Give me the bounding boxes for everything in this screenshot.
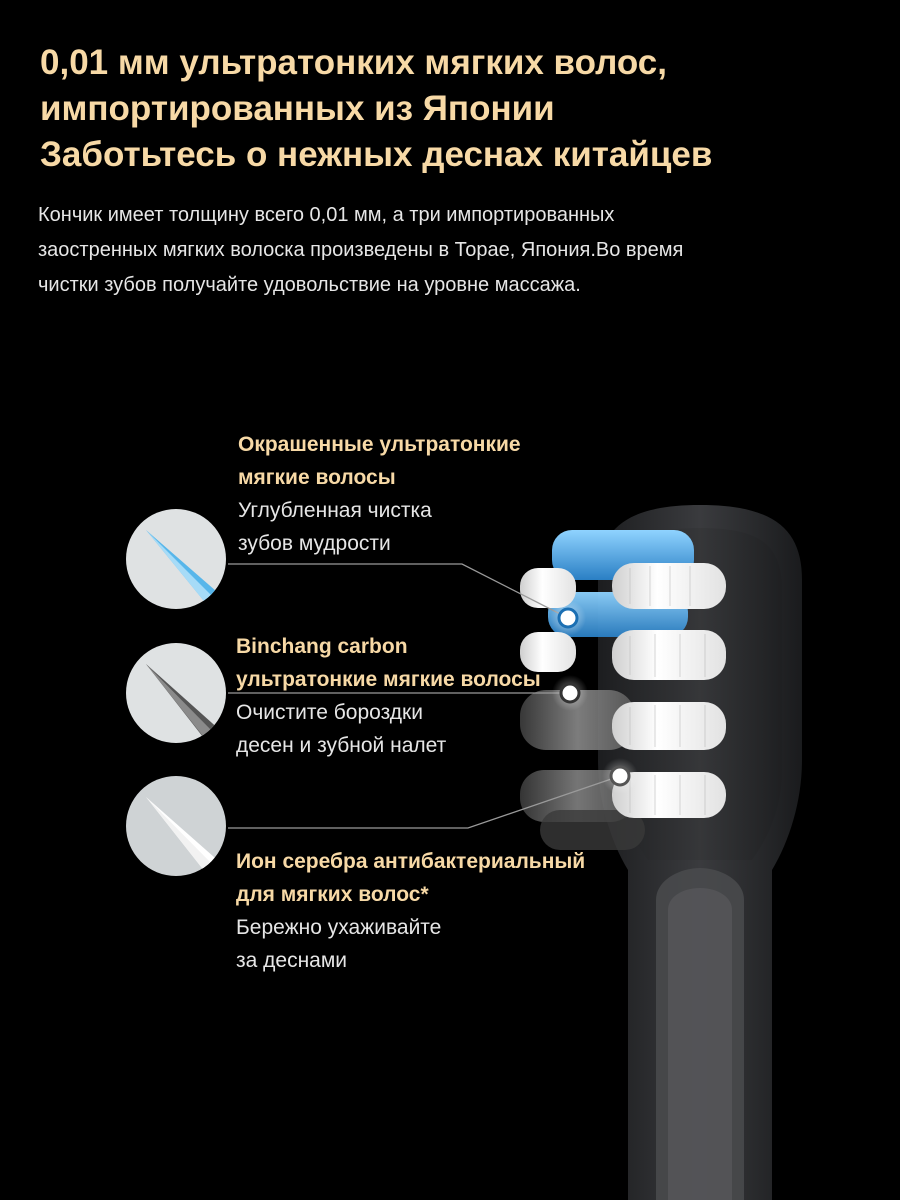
callout-colored-bristles bbox=[238, 428, 521, 560]
callout-silver-ion-bristles bbox=[236, 845, 585, 977]
headline-line-1: 0,01 мм ультратонких мягких волос, bbox=[40, 43, 667, 82]
marker-dot-1 bbox=[550, 600, 586, 636]
callout-2-title-line-2: ультратонкие мягкие волосы bbox=[236, 668, 541, 691]
callout-1-desc-line-2: зубов мудрости bbox=[238, 532, 391, 555]
intro-line-3: чистки зубов получайте удовольствие на уровне массажа. bbox=[38, 274, 581, 296]
callout-3-desc-line-2: за деснами bbox=[236, 949, 348, 972]
callout-charcoal-bristles bbox=[236, 630, 541, 762]
callout-1-title-line-1: Окрашенные ультратонкие bbox=[238, 433, 521, 456]
charcoal-bristle-tip-icon bbox=[126, 643, 240, 764]
callout-3-title-line-2: для мягких волос* bbox=[236, 883, 429, 906]
leader-line-1 bbox=[228, 564, 568, 618]
silver-bristle-tip-icon bbox=[126, 776, 240, 896]
headline-line-3: Заботьтесь о нежных деснах китайцев bbox=[40, 135, 713, 174]
callout-1-title-line-2: мягкие волосы bbox=[238, 466, 396, 489]
intro-line-1: Кончик имеет толщину всего 0,01 мм, а три импортированных bbox=[38, 204, 615, 226]
intro-line-2: заостренных мягких волоска произведены в Торае, Япония.Во время bbox=[38, 239, 684, 261]
marker-dot-2 bbox=[552, 675, 588, 711]
callout-3-desc-line-1: Бережно ухаживайте bbox=[236, 916, 442, 939]
headline-line-2: импортированных из Японии bbox=[40, 89, 555, 128]
callout-3-title-line-1: Ион серебра антибактериальный bbox=[236, 850, 586, 873]
callout-1-desc-line-1: Углубленная чистка bbox=[238, 499, 432, 522]
blue-bristle-tip-icon bbox=[126, 509, 240, 628]
callout-2-desc-line-2: десен и зубной налет bbox=[236, 734, 447, 757]
marker-dot-3 bbox=[602, 758, 638, 794]
callout-2-title-line-1: Binchang carbon bbox=[236, 635, 408, 658]
callout-2-desc-line-1: Очистите бороздки bbox=[236, 701, 423, 724]
